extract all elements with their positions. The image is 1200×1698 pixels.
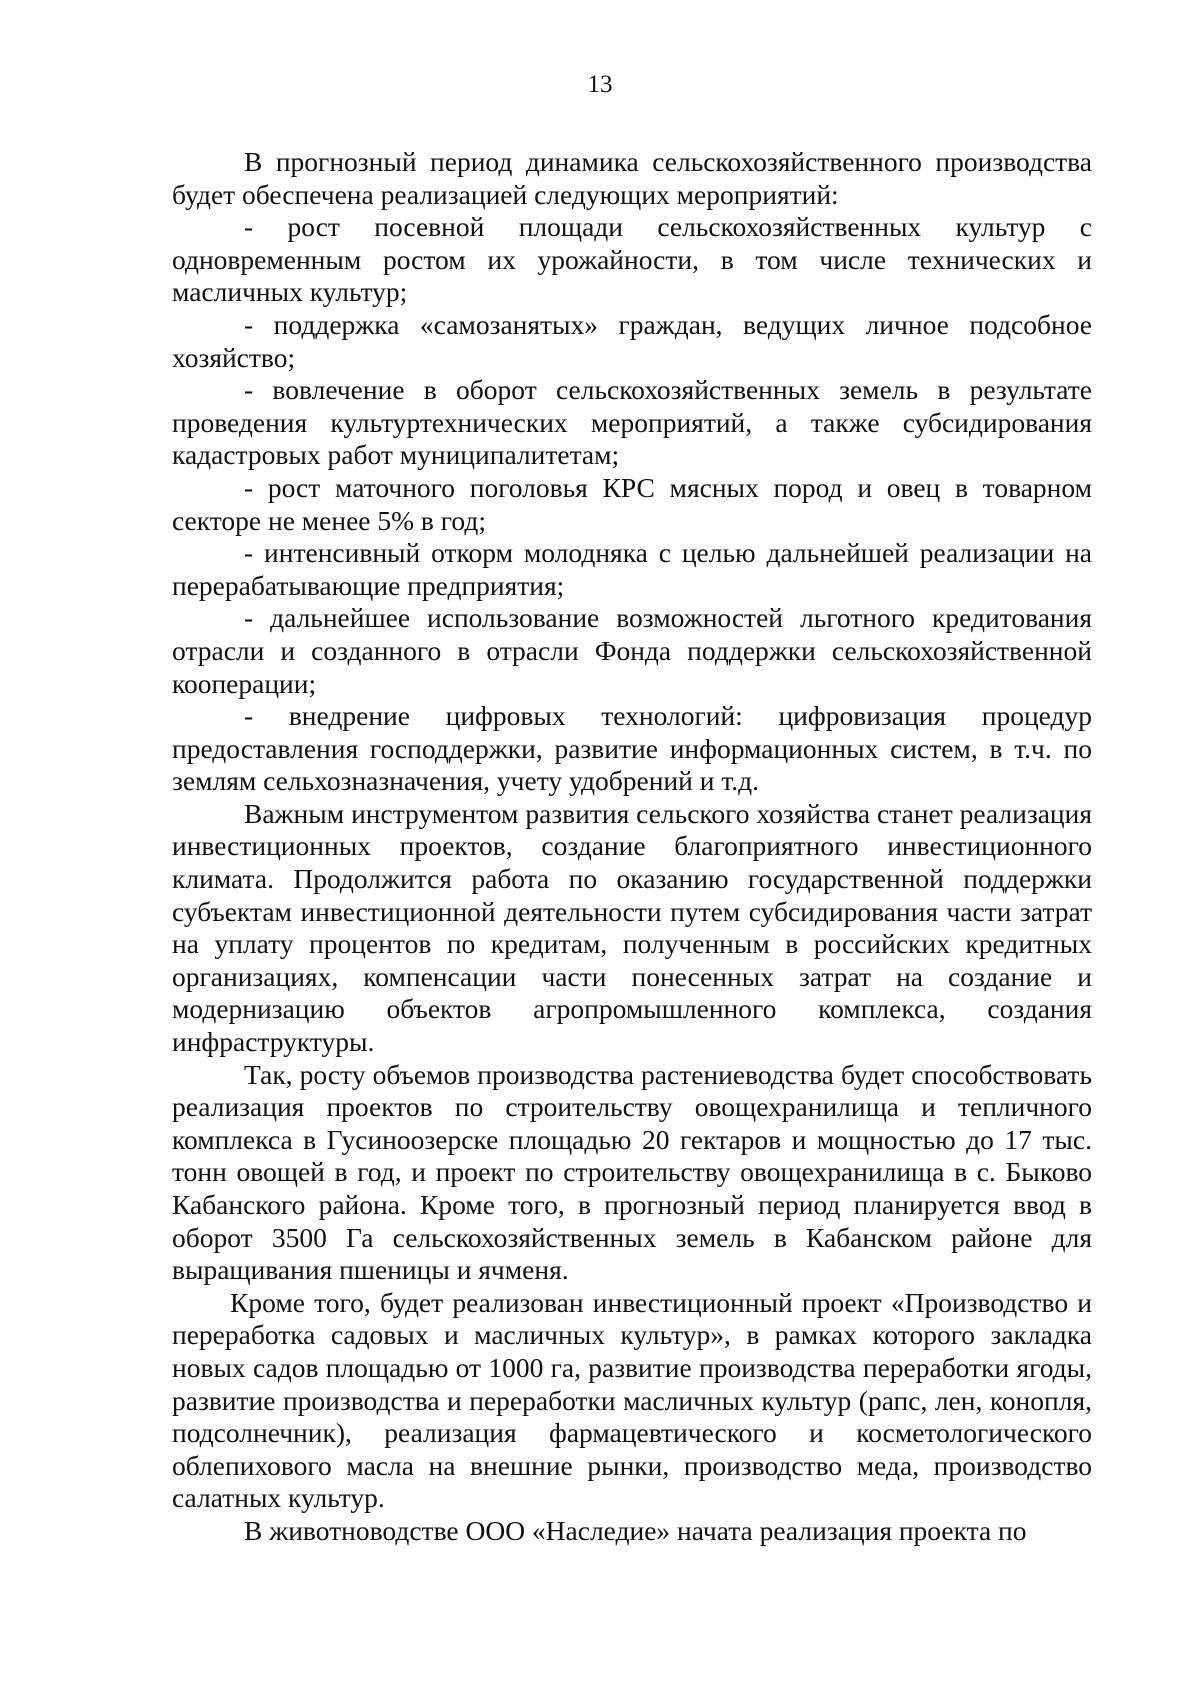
list-item-land-turnover: - вовлечение в оборот сельскохозяйственных земель в результате проведения культуртехнических мероприятий, а также субсидирования кадастровых работ муниципалитетам; — [172, 374, 1092, 471]
document-body — [172, 146, 1092, 1548]
list-item-sown-area: - рост посевной площади сельскохозяйственных культур с одновременным ростом их урожайности, в том числе технических и масличных культур; — [172, 211, 1092, 308]
paragraph-livestock-project: В животноводстве ООО «Наследие» начата реализация проекта по — [244, 1514, 1027, 1546]
list-item-credit: - дальнейшее использование возможностей льготного кредитования отрасли и созданного в отрасли Фонда поддержки сельскохозяйственной кооперации; — [172, 602, 1092, 699]
paragraph-gardens-project: Кроме того, будет реализован инвестиционный проект «Производство и переработка садовых и масличных культур», в рамках которого закладка новых садов площадью от 1000 га, развитие производства переработки ягоды, развитие производства и переработки масличных культур (рапс, лен, конопля, подсолнечник), реализация фармацевтического и косметологического облепихового масла на внешние рынки, производство меда, производство салатных культур. — [172, 1286, 1092, 1514]
list-item-livestock: - рост маточного поголовья КРС мясных пород и овец в товарном секторе не менее 5% в год; — [172, 471, 1092, 536]
paragraph-intro: В прогнозный период динамика сельскохозяйственного производства будет обеспечена реализацией следующих мероприятий: — [172, 146, 1092, 210]
list-item-self-employed: - поддержка «самозанятых» граждан, ведущих личное подсобное хозяйство; — [172, 308, 1092, 373]
paragraph-crop-projects: Так, росту объемов производства растениеводства будет способствовать реализация проектов по строительству овощехранилища и тепличного комплекса в Гусиноозерске площадью 20 гектаров и мощностью до 17 тыс. тонн овощей в год, и проект по строительству овощехранилища в с. Быково Кабанского района. Кроме того, в прогнозный период планируется ввод в оборот 3500 Га сельскохозяйственных земель в Кабанском районе для выращивания пшеницы и ячменя. — [172, 1058, 1092, 1286]
list-item-fattening: - интенсивный откорм молодняка с целью дальнейшей реализации на перерабатывающие предприятия; — [172, 537, 1092, 601]
list-item-digital: - внедрение цифровых технологий: цифровизация процедур предоставления господдержки, развитие информационных систем, в т.ч. по землям сельхозназначения, учету удобрений и т.д. — [172, 700, 1092, 797]
paragraph-investment: Важным инструментом развития сельского хозяйства станет реализация инвестиционных проектов, создание благоприятного инвестиционного климата. Продолжится работа по оказанию государственной поддержки субъектам инвестиционной деятельности путем субсидирования части затрат на уплату процентов по кредитам, полученным в российских кредитных организациях, компенсации части понесенных затрат на создание и модернизацию объектов агропромышленного комплекса, создания инфраструктуры. — [172, 797, 1092, 1058]
page-number: 13 — [587, 71, 613, 98]
